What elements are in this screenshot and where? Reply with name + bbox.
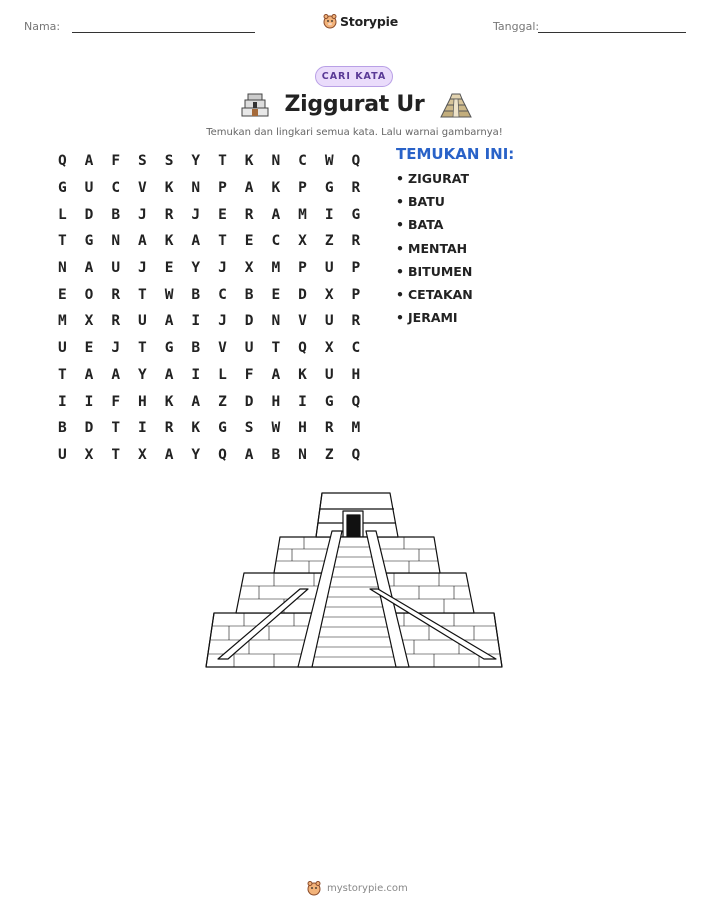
grid-cell[interactable]: H (138, 393, 147, 410)
grid-cell[interactable]: P (351, 260, 361, 277)
grid-cell[interactable]: A (164, 313, 174, 330)
grid-cell[interactable]: G (164, 340, 174, 357)
grid-cell[interactable]: A (164, 366, 174, 383)
grid-cell[interactable]: K (271, 180, 281, 197)
grid-cell[interactable]: J (191, 206, 201, 223)
grid-cell[interactable]: A (138, 233, 147, 250)
grid-cell[interactable]: U (57, 340, 67, 357)
grid-cell[interactable]: P (351, 286, 361, 303)
grid-cell[interactable]: R (351, 233, 361, 250)
grid-cell[interactable]: E (84, 340, 94, 357)
grid-cell[interactable]: A (84, 366, 94, 383)
grid-cell[interactable]: Y (191, 446, 201, 463)
grid-cell[interactable]: C (298, 153, 307, 170)
grid-cell[interactable]: J (218, 313, 227, 330)
grid-cell[interactable]: R (164, 420, 174, 437)
word-label: CETAKAN (408, 286, 473, 302)
grid-cell[interactable]: S (164, 153, 174, 170)
grid-cell[interactable]: R (324, 420, 334, 437)
word-list (396, 171, 473, 333)
word-label: BITUMEN (408, 263, 473, 279)
name-line[interactable] (72, 32, 255, 33)
grid-cell[interactable]: S (244, 420, 254, 437)
grid-cell[interactable]: K (191, 420, 201, 437)
word-label: ZIGURAT (408, 171, 469, 186)
grid-cell[interactable]: X (84, 446, 94, 463)
grid-cell[interactable]: K (244, 153, 254, 170)
grid-cell[interactable]: C (351, 340, 361, 357)
bullet: • (396, 194, 404, 210)
grid-cell[interactable]: X (324, 340, 334, 357)
grid-cell[interactable]: I (138, 420, 147, 437)
grid-cell[interactable]: N (191, 180, 201, 197)
grid-row (49, 228, 369, 255)
grid-cell[interactable]: M (298, 206, 307, 223)
grid-cell[interactable]: I (57, 393, 67, 410)
grid-cell[interactable]: L (57, 206, 67, 223)
grid-row (49, 335, 369, 362)
instructions: Temukan dan lingkari semua kata. Lalu warnai gambarnya! (206, 127, 503, 138)
word-label: MENTAH (408, 240, 468, 256)
grid-row (49, 148, 369, 175)
grid-cell[interactable]: Y (191, 260, 201, 277)
grid-row (49, 255, 369, 282)
grid-cell[interactable]: T (138, 286, 147, 303)
grid-cell[interactable]: M (351, 420, 361, 437)
grid-cell[interactable]: X (138, 446, 147, 463)
grid-cell[interactable]: T (138, 340, 147, 357)
word-item (396, 287, 473, 310)
grid-cell[interactable]: G (57, 180, 67, 197)
grid-cell[interactable]: B (57, 420, 67, 437)
grid-row (49, 175, 369, 202)
grid-cell[interactable]: H (271, 393, 281, 410)
grid-cell[interactable]: I (191, 366, 201, 383)
grid-cell[interactable]: V (218, 340, 227, 357)
grid-cell[interactable]: W (164, 286, 174, 303)
grid-cell[interactable]: D (298, 286, 307, 303)
grid-cell[interactable]: T (57, 233, 67, 250)
grid-row (49, 442, 369, 469)
mascot-icon (323, 13, 337, 29)
grid-cell[interactable]: O (84, 286, 94, 303)
grid-cell[interactable]: I (191, 313, 201, 330)
grid-cell[interactable]: R (244, 206, 254, 223)
grid-cell[interactable]: W (271, 420, 281, 437)
grid-cell[interactable]: A (271, 206, 281, 223)
grid-cell[interactable]: T (218, 153, 227, 170)
word-label: BATU (408, 194, 445, 210)
grid-cell[interactable]: Y (138, 366, 147, 383)
grid-cell[interactable]: K (164, 180, 174, 197)
grid-cell[interactable]: I (298, 393, 307, 410)
category-badge: CARI KATA (315, 66, 393, 87)
mascot-icon (307, 880, 321, 896)
grid-cell[interactable]: T (271, 340, 281, 357)
grid-cell[interactable]: U (324, 260, 334, 277)
grid-cell[interactable]: R (111, 286, 121, 303)
grid-cell[interactable]: U (111, 260, 121, 277)
date-line[interactable] (538, 32, 686, 33)
grid-row (49, 308, 369, 335)
grid-cell[interactable]: G (351, 206, 361, 223)
grid-cell[interactable]: C (111, 180, 121, 197)
ziggurat-icon (440, 92, 472, 118)
grid-cell[interactable]: U (84, 180, 94, 197)
grid-cell[interactable]: U (57, 446, 67, 463)
grid-cell[interactable]: E (271, 286, 281, 303)
grid-cell[interactable]: Z (324, 233, 334, 250)
grid-cell[interactable]: J (218, 260, 227, 277)
bullet: • (396, 263, 404, 279)
grid-cell[interactable]: T (57, 366, 67, 383)
grid-cell[interactable]: A (111, 366, 121, 383)
brand-logo (323, 13, 398, 29)
word-item (396, 194, 473, 217)
grid-cell[interactable]: J (138, 260, 147, 277)
grid-cell[interactable]: H (351, 366, 361, 383)
word-item (396, 310, 473, 333)
grid-cell[interactable]: X (298, 233, 307, 250)
grid-cell[interactable]: R (351, 180, 361, 197)
grid-cell[interactable]: N (111, 233, 121, 250)
grid-cell[interactable]: Y (191, 153, 201, 170)
word-item (396, 171, 473, 194)
footer (307, 880, 408, 896)
grid-cell[interactable]: Q (218, 446, 227, 463)
bullet: • (396, 286, 404, 302)
grid-cell[interactable]: N (298, 446, 307, 463)
grid-cell[interactable]: V (138, 180, 147, 197)
grid-cell[interactable]: V (298, 313, 307, 330)
grid-cell[interactable]: N (57, 260, 67, 277)
grid-cell[interactable]: Q (351, 446, 361, 463)
bullet: • (396, 240, 404, 256)
grid-cell[interactable]: P (298, 180, 307, 197)
grid-cell[interactable]: A (84, 153, 94, 170)
grid-cell[interactable]: M (271, 260, 281, 277)
footer-url[interactable]: mystorypie.com (327, 882, 408, 894)
word-label: JERAMI (408, 310, 458, 326)
grid-cell[interactable]: M (57, 313, 67, 330)
grid-cell[interactable]: R (164, 206, 174, 223)
grid-cell[interactable]: K (164, 233, 174, 250)
grid-cell[interactable]: P (218, 180, 227, 197)
grid-cell[interactable]: A (271, 366, 281, 383)
grid-cell[interactable]: B (111, 206, 121, 223)
grid-cell[interactable]: J (111, 340, 121, 357)
grid-cell[interactable]: A (244, 180, 254, 197)
grid-cell[interactable]: R (111, 313, 121, 330)
grid-cell[interactable]: G (324, 180, 334, 197)
grid-row (49, 415, 369, 442)
grid-cell[interactable]: U (324, 313, 334, 330)
grid-cell[interactable]: U (244, 340, 254, 357)
grid-cell[interactable]: P (298, 260, 307, 277)
grid-cell[interactable]: R (351, 313, 361, 330)
grid-cell[interactable]: D (84, 206, 94, 223)
grid-cell[interactable]: J (138, 206, 147, 223)
grid-cell[interactable]: B (244, 286, 254, 303)
grid-cell[interactable]: S (138, 153, 147, 170)
bullet: • (396, 217, 404, 233)
bullet: • (396, 310, 404, 326)
page-title: Ziggurat Ur (284, 92, 425, 117)
grid-cell[interactable]: T (111, 420, 121, 437)
name-label: Nama: (24, 20, 61, 33)
grid-row (49, 281, 369, 308)
grid-cell[interactable]: Q (57, 153, 67, 170)
grid-cell[interactable]: X (324, 286, 334, 303)
grid-cell[interactable]: E (57, 286, 67, 303)
word-item (396, 241, 473, 264)
grid-cell[interactable]: G (324, 393, 334, 410)
grid-cell[interactable]: A (244, 446, 254, 463)
find-list-title: TEMUKAN INI: (396, 145, 515, 163)
letter-grid (49, 148, 369, 468)
grid-cell[interactable]: D (244, 313, 254, 330)
word-label: BATA (408, 217, 444, 233)
grid-cell[interactable]: A (84, 260, 94, 277)
grid-cell[interactable]: A (191, 393, 201, 410)
grid-cell[interactable]: B (191, 340, 201, 357)
grid-cell[interactable]: Q (351, 153, 361, 170)
grid-cell[interactable]: A (191, 233, 201, 250)
grid-cell[interactable]: E (218, 206, 227, 223)
ziggurat-illustration (204, 491, 504, 681)
grid-cell[interactable]: F (244, 366, 254, 383)
grid-cell[interactable]: X (84, 313, 94, 330)
grid-row (49, 388, 369, 415)
grid-cell[interactable]: Q (351, 393, 361, 410)
grid-cell[interactable]: Q (298, 340, 307, 357)
word-item (396, 217, 473, 240)
grid-row (49, 362, 369, 389)
grid-cell[interactable]: A (164, 446, 174, 463)
grid-cell[interactable]: L (218, 366, 227, 383)
grid-cell[interactable]: I (84, 393, 94, 410)
date-label: Tanggal: (493, 20, 540, 33)
grid-cell[interactable]: D (244, 393, 254, 410)
grid-cell[interactable]: F (111, 393, 121, 410)
grid-cell[interactable]: D (84, 420, 94, 437)
grid-cell[interactable]: E (244, 233, 254, 250)
grid-cell[interactable]: W (324, 153, 334, 170)
grid-cell[interactable]: Z (218, 393, 227, 410)
grid-cell[interactable]: G (84, 233, 94, 250)
grid-cell[interactable]: I (324, 206, 334, 223)
grid-cell[interactable]: H (298, 420, 307, 437)
grid-cell[interactable]: K (298, 366, 307, 383)
grid-cell[interactable]: T (111, 446, 121, 463)
grid-cell[interactable]: Z (324, 446, 334, 463)
grid-cell[interactable]: C (271, 233, 281, 250)
grid-cell[interactable]: K (164, 393, 174, 410)
grid-cell[interactable]: T (218, 233, 227, 250)
grid-row (49, 201, 369, 228)
grid-cell[interactable]: F (111, 153, 121, 170)
grid-cell[interactable]: X (244, 260, 254, 277)
grid-cell[interactable]: N (271, 313, 281, 330)
brand-name: Storypie (340, 13, 398, 29)
grid-cell[interactable]: N (271, 153, 281, 170)
grid-cell[interactable]: C (218, 286, 227, 303)
grid-cell[interactable]: U (138, 313, 147, 330)
grid-cell[interactable]: U (324, 366, 334, 383)
word-item (396, 264, 473, 287)
grid-cell[interactable]: B (271, 446, 281, 463)
grid-cell[interactable]: E (164, 260, 174, 277)
bullet: • (396, 171, 404, 186)
grid-cell[interactable]: B (191, 286, 201, 303)
grid-cell[interactable]: G (218, 420, 227, 437)
